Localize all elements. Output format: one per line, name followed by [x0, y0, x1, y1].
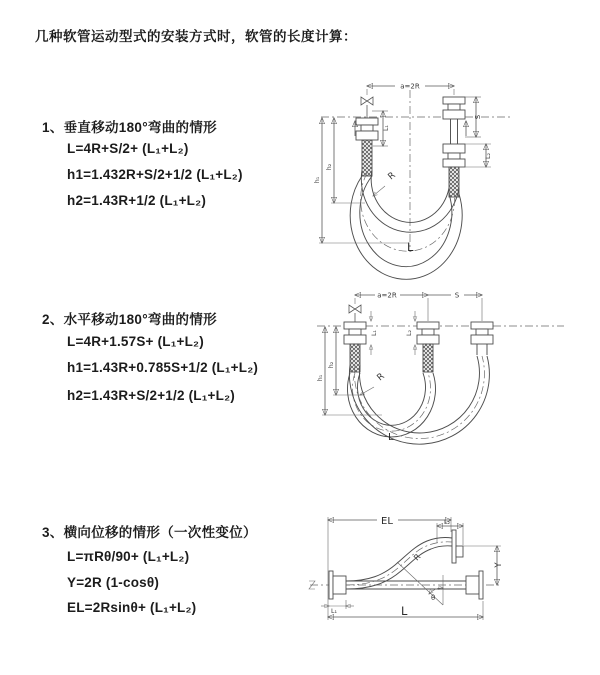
- dim-label-y: Y: [494, 562, 504, 568]
- section1-heading: 1、垂直移动180°弯曲的情形: [42, 120, 217, 135]
- page-title: 几种软管运动型式的安装方式时，软管的长度计算：: [35, 29, 357, 44]
- section2-heading: 2、水平移动180°弯曲的情形: [42, 312, 217, 327]
- dim-label-a2r: a=2R: [377, 291, 397, 300]
- dim-label-l2: L₂: [406, 329, 413, 337]
- section1-formula-h1: h1=1.432R+S/2+1/2 (L₁+L₂): [67, 167, 243, 182]
- dim-label-a2r: a=2R: [400, 82, 420, 91]
- right-fitting-moved-position: [471, 322, 493, 355]
- dim-label-el: EL: [381, 516, 393, 527]
- diagram-horizontal-180-bend: [312, 283, 600, 455]
- dim-label-l: L: [388, 432, 394, 443]
- dim-label-l1: L₁: [330, 608, 338, 615]
- section3-heading: 3、横向位移的情形（一次性变位）: [42, 525, 257, 540]
- dim-label-s: S: [474, 114, 482, 120]
- hose-u-curves: [348, 356, 490, 444]
- section2-formula-L: L=4R+1.57S+ (L₁+L₂): [67, 334, 204, 349]
- dim-label-l1: L₁: [383, 124, 390, 132]
- section2-formula-h2: h2=1.43R+S/2+1/2 (L₁+L₂): [67, 388, 235, 403]
- section1-formula-L: L=4R+S/2+ (L₁+L₂): [67, 141, 189, 156]
- valve-icon: [361, 97, 373, 118]
- right-fitting: [443, 97, 465, 197]
- diagram-lateral-displacement: [305, 505, 600, 630]
- section3-formula-L: L=πRθ/90+ (L₁+L₂): [67, 549, 190, 564]
- middle-fitting: [417, 322, 439, 372]
- left-fitting: [344, 322, 366, 372]
- section2-formula-h1: h1=1.43R+0.785S+1/2 (L₁+L₂): [67, 360, 259, 375]
- section1-formula-h2: h2=1.43R+1/2 (L₁+L₂): [67, 193, 207, 208]
- radius-label: R: [375, 371, 387, 384]
- dim-label-l2: L₂: [485, 152, 492, 160]
- dim-label-h2: h₂: [326, 163, 333, 171]
- dim-label-l2: L₂: [443, 519, 451, 526]
- right-flange-original-position: [466, 571, 483, 599]
- dim-label-l: L: [401, 604, 408, 618]
- dim-label-l: L: [407, 240, 414, 254]
- section3-formula-Y: Y=2R (1-cosθ): [67, 575, 160, 590]
- hose-u-curves: [350, 170, 462, 279]
- dim-label-h1: h₁: [317, 374, 324, 382]
- section3-formula-EL: EL=2Rsinθ+ (L₁+L₂): [67, 600, 197, 615]
- dim-label-s: S: [454, 291, 460, 300]
- radius-label: R: [412, 552, 423, 563]
- radius-label: R: [386, 170, 398, 183]
- upper-right-flange: [452, 530, 463, 563]
- diagram-vertical-180-bend: [315, 80, 600, 258]
- angle-label-theta: θ: [431, 594, 436, 602]
- dim-label-l1: L₁: [371, 329, 378, 337]
- dim-label-h1: h₁: [314, 176, 321, 184]
- valve-icon: [349, 305, 361, 322]
- left-flange: [329, 571, 346, 599]
- dim-label-h2: h₂: [328, 361, 335, 369]
- left-fitting: [356, 118, 378, 176]
